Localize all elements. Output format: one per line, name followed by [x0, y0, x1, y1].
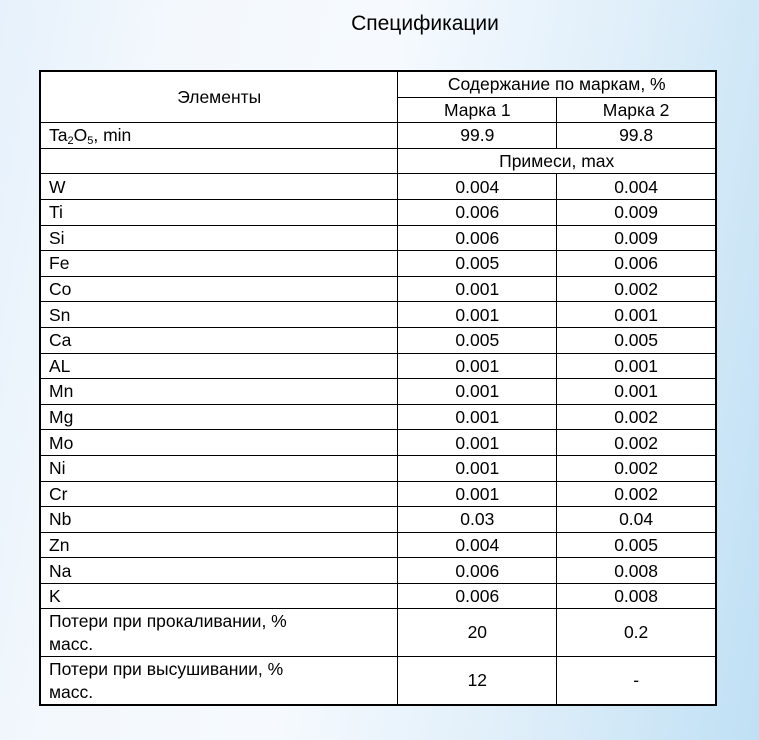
grade1-header: Марка 1 [398, 97, 557, 123]
table-row [40, 174, 716, 200]
grade1-value: 0.005 [398, 251, 557, 277]
loss-label-line2: масс. [49, 681, 94, 702]
loss-label-line2: масс. [49, 633, 94, 654]
grade1-value: 0.005 [398, 327, 557, 353]
element-name: Ti [40, 199, 398, 225]
element-name: Mg [40, 404, 398, 430]
grade1-value: 0.004 [398, 532, 557, 558]
grade1-value: 0.001 [398, 276, 557, 302]
grade2-value: 0.002 [557, 430, 716, 456]
element-name: Zn [40, 532, 398, 558]
header-row [40, 71, 716, 97]
grade1-value: 0.006 [398, 558, 557, 584]
grade1-value: 0.001 [398, 481, 557, 507]
main-grade1: 99.9 [398, 123, 557, 149]
grade2-value: 0.001 [557, 379, 716, 405]
grade2-value: 0.009 [557, 199, 716, 225]
grade2-value: 0.005 [557, 532, 716, 558]
grade1-value: 12 [398, 657, 557, 706]
table-row [40, 481, 716, 507]
loss-label [40, 657, 398, 706]
grade2-value: 0.2 [557, 609, 716, 657]
impurities-blank-cell [40, 148, 398, 174]
grade2-value: 0.002 [557, 455, 716, 481]
page-title: Спецификации [351, 12, 499, 35]
grade2-value: 0.005 [557, 327, 716, 353]
table-row [40, 583, 716, 609]
element-name: Ni [40, 455, 398, 481]
grade2-value: 0.009 [557, 225, 716, 251]
grade2-value: - [557, 657, 716, 706]
grade1-value: 0.004 [398, 174, 557, 200]
grade2-value: 0.002 [557, 404, 716, 430]
table-row [40, 379, 716, 405]
table-row [40, 558, 716, 584]
grade1-value: 0.001 [398, 404, 557, 430]
table-row [40, 327, 716, 353]
grade1-value: 0.001 [398, 353, 557, 379]
loss-label-line1: Потери при высушивании, % [49, 658, 284, 679]
element-name: W [40, 174, 398, 200]
impurities-header-row [40, 148, 716, 174]
element-name: Ca [40, 327, 398, 353]
table-row [40, 609, 716, 657]
table-row [40, 404, 716, 430]
impurities-header: Примеси, max [398, 148, 716, 174]
table-row [40, 276, 716, 302]
main-grade2: 99.8 [557, 123, 716, 149]
grade2-value: 0.006 [557, 251, 716, 277]
grade1-value: 0.001 [398, 430, 557, 456]
grade1-value: 0.006 [398, 199, 557, 225]
grade1-value: 0.03 [398, 507, 557, 533]
element-name: Si [40, 225, 398, 251]
grade2-value: 0.002 [557, 276, 716, 302]
loss-label [40, 609, 398, 657]
element-name: Mo [40, 430, 398, 456]
element-name: AL [40, 353, 398, 379]
table-row [40, 353, 716, 379]
table-row [40, 532, 716, 558]
loss-label-line1: Потери при прокаливании, % [49, 610, 287, 631]
grade2-value: 0.004 [557, 174, 716, 200]
grade2-value: 0.04 [557, 507, 716, 533]
element-name: Mn [40, 379, 398, 405]
grade2-value: 0.001 [557, 302, 716, 328]
grade1-value: 0.001 [398, 302, 557, 328]
grade2-header: Марка 2 [557, 97, 716, 123]
grade2-value: 0.008 [557, 558, 716, 584]
table-row [40, 430, 716, 456]
element-name: K [40, 583, 398, 609]
content-header: Содержание по маркам, % [398, 71, 716, 97]
table-row [40, 507, 716, 533]
table-row [40, 225, 716, 251]
specifications-table [39, 70, 717, 706]
element-name: Sn [40, 302, 398, 328]
grade2-value: 0.008 [557, 583, 716, 609]
element-name: Nb [40, 507, 398, 533]
element-name: Co [40, 276, 398, 302]
table-row [40, 199, 716, 225]
element-name: Fe [40, 251, 398, 277]
element-name: Na [40, 558, 398, 584]
table-row [40, 302, 716, 328]
table-row [40, 657, 716, 706]
main-row [40, 123, 716, 149]
grade1-value: 20 [398, 609, 557, 657]
grade1-value: 0.006 [398, 225, 557, 251]
grade1-value: 0.006 [398, 583, 557, 609]
grade1-value: 0.001 [398, 379, 557, 405]
element-name: Cr [40, 481, 398, 507]
elements-header: Элементы [40, 71, 398, 123]
table-row [40, 455, 716, 481]
grade2-value: 0.002 [557, 481, 716, 507]
grade2-value: 0.001 [557, 353, 716, 379]
main-formula: $Ta_2O_5$, min [40, 123, 398, 149]
table-row [40, 251, 716, 277]
grade1-value: 0.001 [398, 455, 557, 481]
